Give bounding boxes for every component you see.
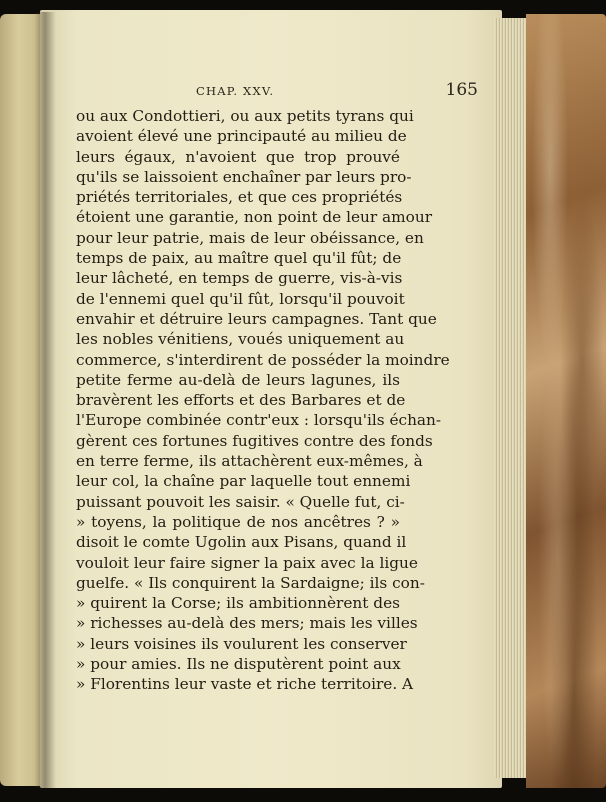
text-line: pour leur patrie, mais de leur obéissance, en	[76, 228, 424, 247]
text-line: » toyens, la politique de nos ancêtres ? »	[76, 512, 400, 531]
text-line: leur lâcheté, en temps de guerre, vis-à-vis	[76, 269, 403, 288]
text-line: leur col, la chaîne par laquelle tout ennemi	[76, 472, 411, 491]
page-block-edges	[494, 18, 528, 778]
text-line: » quirent la Corse; ils ambitionnèrent des	[76, 594, 400, 613]
text-line: » Florentins leur vaste et riche territoire. A	[76, 675, 414, 694]
text-line: avoient élevé une principauté au milieu de	[76, 127, 407, 146]
text-line: l'Europe combinée contr'eux : lorsqu'ils échan-	[76, 411, 442, 430]
running-head: CHAP. XXV.	[196, 84, 275, 98]
text-line: qu'ils se laissoient enchaîner par leurs pro-	[76, 167, 412, 186]
text-line: » pour amies. Ils ne disputèrent point aux	[76, 655, 401, 674]
text-line: de l'ennemi quel qu'il fût, lorsqu'il pouvoit	[76, 289, 405, 308]
text-line: gèrent ces fortunes fugitives contre des fonds	[76, 431, 433, 450]
text-line: commerce, s'interdirent de posséder la moindre	[76, 350, 450, 369]
text-line: en terre ferme, ils attachèrent eux-mêmes, à	[76, 452, 423, 471]
text-line: petite ferme au-delà de leurs lagunes, ils	[76, 370, 400, 389]
page-header	[78, 80, 478, 104]
spine-gutter	[34, 12, 56, 788]
text-line: étoient une garantie, non point de leur amour	[76, 208, 433, 227]
text-line: temps de paix, au maître quel qu'il fût; de	[76, 249, 402, 268]
text-line: leurs égaux, n'avoient que trop prouvé	[76, 147, 400, 166]
text-line: les nobles vénitiens, voués uniquement au	[76, 330, 405, 349]
text-line: vouloit leur faire signer la paix avec la ligue	[76, 553, 418, 572]
text-line: ou aux Condottieri, ou aux petits tyrans qui	[76, 107, 414, 125]
text-line: disoit le comte Ugolin aux Pisans, quand il	[76, 533, 407, 552]
text-line: priétés territoriales, et que ces propriétés	[76, 188, 403, 207]
text-line: bravèrent les efforts et des Barbares et de	[76, 391, 406, 410]
text-line: guelfe. « Ils conquirent la Sardaigne; ils con-	[76, 573, 425, 592]
marbled-cover	[526, 14, 606, 788]
page-number: 165	[445, 80, 478, 100]
text-line: » leurs voisines ils voulurent les conserver	[76, 634, 407, 653]
text-line: puissant pouvoit les saisir. « Quelle fut, ci-	[76, 492, 405, 511]
text-line: envahir et détruire leurs campagnes. Tant que	[76, 309, 437, 328]
text-line: » richesses au-delà des mers; mais les villes	[76, 614, 418, 633]
body-text	[76, 106, 450, 695]
